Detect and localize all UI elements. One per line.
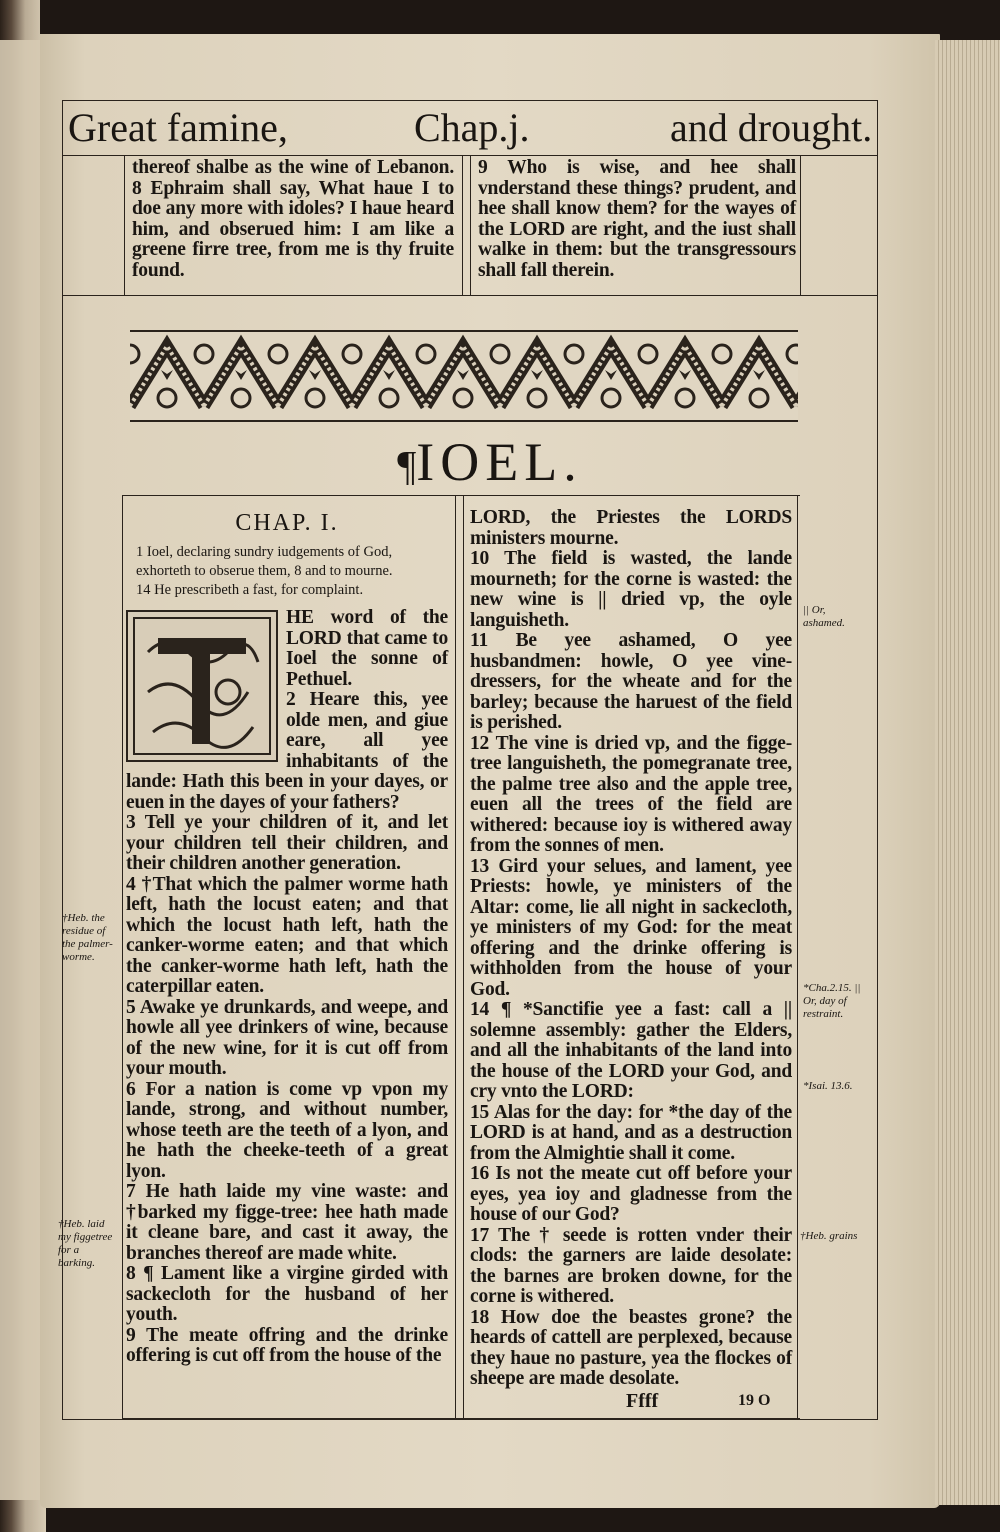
verse: 9 The meate offring and the drinke offering is cut off from the house of the (126, 1324, 448, 1366)
column-rule-main-center (455, 495, 456, 1420)
column-rule-right (800, 155, 801, 295)
column-rule-main-left (122, 495, 123, 1420)
verse: 14 ¶ *Sanctifie yee a fast: call a || solemne assembly: gather the Elders, and all the inhabitants of the land into the house of the LORD your God, and cry vnto the LORD: (470, 999, 792, 1102)
running-head-right: and drought. (670, 105, 873, 150)
margin-note-palmer-worme: †Heb. the residue of the palmer-worme. (62, 912, 113, 963)
left-column (126, 500, 448, 1367)
verse: 3 Tell ye your children of it, and let your children tell their children, and their children another generation. (126, 812, 448, 874)
verse: 6 For a nation is come vp vpon my lande, strong, and without number, whose teeth are the teeth of a lyon, and he hath the cheeke-teeth of a great lyon. (126, 1078, 448, 1182)
verse: 13 Gird your selues, and lament, yee Priests: howle, ye ministers of the Altar: come, lie all night in sackecloth, ye ministers of my God: for the meat offering and the drinke offering is withholden from the house of your God. (470, 855, 792, 1000)
column-rule-left (124, 155, 125, 295)
main-top-rule (122, 495, 800, 496)
margin-note-isai: *Isai. 13.6. (803, 1080, 853, 1092)
verse: 16 Is not the meate cut off before your eyes, yea ioy and gladnesse from the house of our God? (470, 1163, 792, 1225)
dark-border-top (40, 0, 1000, 34)
pilcrow-mark: ¶ (397, 444, 417, 490)
verse: 7 He hath laide my vine waste: and †barked my figge-tree: hee hath made it cleane bare, and cast it away, the branches thereof are made white. (126, 1181, 448, 1264)
summary-line: 1 Ioel, declaring sundry iudgements of God, exhorteth to obserue them, 8 and to mourne. (136, 544, 393, 579)
verse: 17 The † seede is rotten vnder their clods: the garners are laide desolate: the barnes are broken downe, for the corne is withered. (470, 1224, 792, 1307)
verse: 15 Alas for the day: for *the day of the LORD is at hand, and as a destruction from the Almightie shall it come. (470, 1101, 792, 1164)
chapter-summary (126, 543, 448, 600)
signature-mark: Ffff (626, 1390, 659, 1412)
previous-page-edge (0, 40, 44, 1500)
main-bottom-rule (122, 1418, 800, 1419)
column-rule-main-center-2 (463, 495, 464, 1420)
margin-note-ashamed: || Or, ashamed. (803, 604, 845, 629)
book-title (340, 432, 640, 497)
margin-note-grains: †Heb. grains (800, 1230, 858, 1242)
right-column (470, 508, 792, 1390)
ornament-pattern-icon (130, 332, 798, 420)
verse: HE word of the LORD that came to Ioel the sonne of Pethuel. (286, 607, 448, 690)
verse: 18 How doe the beastes grone? the heards of cattell are perplexed, because they haue no pasture, yea the flockes of sheepe are made desolate. (470, 1306, 792, 1389)
verse: LORD, the Priestes the LORDS ministers mourne. (470, 507, 792, 549)
running-head-chapter: Chap.j. (414, 105, 530, 150)
margin-note-cha: *Cha.2.15. || Or, day of restraint. (803, 982, 861, 1020)
verse: 11 Be yee ashamed, O yee husbandmen: howle, O yee vine-dressers, for the wheate and for the barley; because the haruest of the field is perished. (470, 630, 792, 733)
decorative-ornament-band (130, 330, 798, 422)
column-rule-center-top (462, 155, 463, 295)
catchword: 19 O (738, 1392, 771, 1409)
book-title-text: IOEL. (416, 432, 583, 492)
section-rule (62, 295, 878, 296)
margin-note-figgetree: †Heb. laid my figgetree for a barking. (58, 1218, 113, 1269)
verse: 5 Awake ye drunkards, and weepe, and howle all yee drinkers of wine, because of the new wine, for it is cut off from your mouth. (126, 996, 448, 1079)
column-rule-center-top-2 (470, 155, 471, 295)
drop-cap-t-icon (126, 610, 278, 762)
top-left-text: thereof shalbe as the wine of Lebanon. 8 Ephraim shall say, What haue I to doe any more with idoles? I haue heard him, and obserued him: I am like a greene firre tree, from me is thy fruite found. (132, 157, 454, 281)
verse: 12 The vine is dried vp, and the figge-tree languisheth, the pomegranate tree, the palme tree also and the apple tree, euen all the trees of the field are withered: because ioy is withered away from the sonnes of men. (470, 732, 792, 856)
summary-line: 14 He prescribeth a fast, for complaint. (136, 582, 364, 598)
top-right-text: 9 Who is wise, and hee shall vnderstand these things? prudent, and hee shall know them? for the wayes of the LORD are right, and the iust shall walke in them: but the transgressours shall fall therein. (478, 157, 796, 281)
verse: 10 The field is wasted, the lande mourneth; for the corne is wasted: the new wine is || dried vp, the oyle languisheth. (470, 548, 792, 631)
verse: 8 ¶ Lament like a virgine girded with sackecloth for the husband of her youth. (126, 1263, 448, 1325)
page-stack-edge (935, 40, 1000, 1505)
column-rule-main-right (797, 495, 798, 1420)
left-column-body (126, 608, 448, 1367)
chapter-heading: CHAP. I. (235, 510, 339, 536)
verse: 4 †That which the palmer worme hath left, hath the locust eaten; and that which the locust hath left, hath the canker-worme eaten; and that which the canker-worme hath left, hath the caterpillar eaten. (126, 873, 448, 997)
running-head-left: Great famine, (68, 105, 288, 150)
verse: 2 Heare this, yee olde men, and giue eare, all yee inhabitants of the lande: Hath this been in your dayes, or euen in the dayes of your fathers? (126, 689, 448, 813)
